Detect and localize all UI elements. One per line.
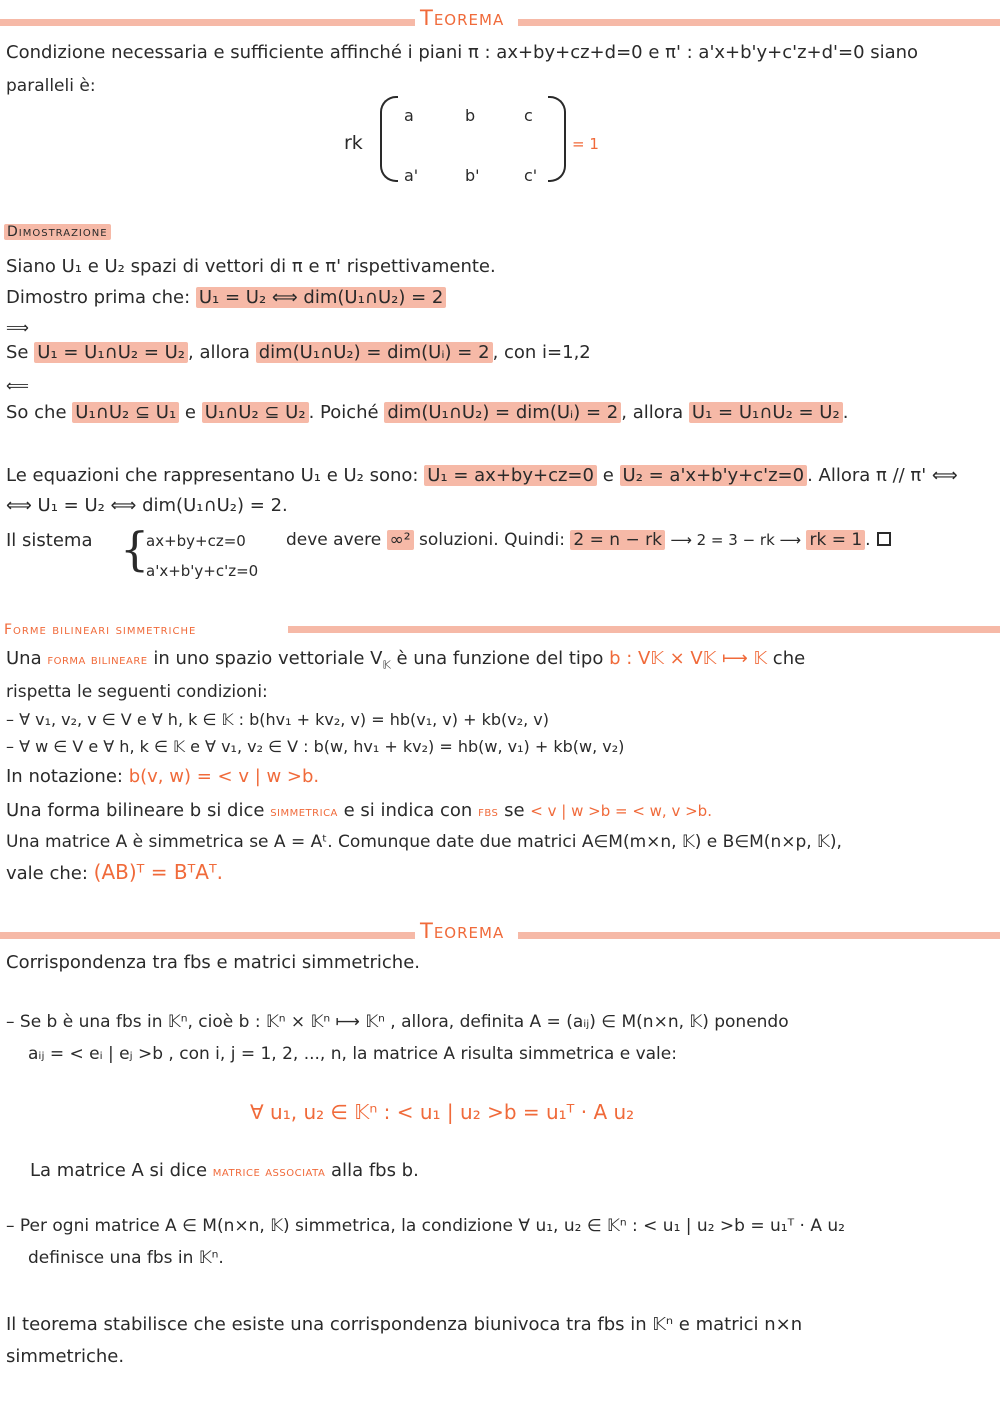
matrix-a-prime: a' — [404, 166, 419, 185]
symmetry-condition: < v | w >b = < w, v >b. — [530, 802, 712, 820]
bullet2-line2: definisce una fbs in 𝕂ⁿ. — [28, 1248, 224, 1268]
proof-line3-pre: Se — [6, 342, 29, 363]
system-brace: { — [120, 522, 150, 576]
forme-line1-post: che — [772, 648, 806, 669]
proof-line7-hl1: ∞² — [387, 530, 414, 550]
forme-line8 — [6, 860, 223, 884]
proof-line5-hl1: U₁ = ax+by+cz=0 — [424, 465, 597, 486]
proof-line3-post: , con i=1,2 — [492, 342, 591, 363]
formula-quantifier: ∀ u₁, u₂ ∈ 𝕂ⁿ — [250, 1100, 378, 1124]
conclusion-line2: simmetriche. — [6, 1346, 125, 1367]
proof-line4-mid2: , allora — [621, 402, 684, 423]
formula-rest: : < u₁ | u₂ >b = u₁ᵀ · A u₂ — [383, 1100, 635, 1124]
forme-line6 — [6, 800, 712, 821]
matrix-c-prime: c' — [524, 166, 538, 185]
proof-line5 — [6, 465, 958, 486]
proof-line1: Siano U₁ e U₂ spazi di vettori di π e π' rispettivamente. — [6, 256, 496, 277]
forme-line1 — [6, 648, 805, 672]
teorema2-heading: Teorema — [420, 919, 505, 943]
bullet2-line1: – Per ogni matrice A ∈ M(n×n, 𝕂) simmetrica, la condizione ∀ u₁, u₂ ∈ 𝕂ⁿ : < u₁ | u₂ >b = u₁ᵀ · A u₂ — [6, 1216, 845, 1236]
theorem-statement-line2: paralleli è: — [6, 76, 96, 96]
bilinear-function: b : V𝕂 × V𝕂 ⟼ 𝕂 — [609, 648, 768, 669]
proof-line7-mid2: soluzioni. Quindi: — [418, 530, 565, 550]
forme-line5 — [6, 766, 319, 787]
proof-claim: U₁ = U₂ ⟺ dim(U₁∩U₂) = 2 — [196, 287, 447, 308]
notation: b(v, w) = < v | w >b. — [128, 766, 320, 787]
dimostrazione-heading — [4, 224, 111, 240]
system-eq2: a'x+b'y+c'z=0 — [146, 562, 259, 580]
theorem-statement-line1: Condizione necessaria e sufficiente affinché i piani π : ax+by+cz+d=0 e π' : a'x+b'y+c'z+d'=0 siano — [6, 42, 919, 63]
conclusion-line1: Il teorema stabilisce che esiste una corrispondenza biunivoca tra fbs in 𝕂ⁿ e matrici n×n — [6, 1314, 803, 1335]
forme-line1-sub: 𝕂 — [382, 658, 391, 672]
proof-line4-hl1: U₁∩U₂ ⊆ U₁ — [72, 402, 179, 423]
proof-line3-mid: , allora — [188, 342, 250, 363]
proof-line7-arrow: ⟶ 2 = 3 − rk ⟶ — [670, 531, 802, 549]
forme-line1-mid: in uno spazio vettoriale V — [153, 648, 383, 669]
heading2-bar-left — [0, 932, 415, 939]
proof-line7-hl2: 2 = n − rk — [570, 530, 665, 550]
bullet1-line2: aᵢⱼ = < eᵢ | eⱼ >b , con i, j = 1, 2, ..., n, la matrice A risulta simmetrica e vale: — [28, 1044, 677, 1064]
bullet1-line3-pre: La matrice A si dice — [30, 1160, 208, 1181]
proof-line4-mid: . Poiché — [308, 402, 379, 423]
arrow-implies: ⟹ — [6, 318, 29, 337]
matrix-left-bracket — [380, 96, 398, 182]
bullet1-line3-post: alla fbs b. — [331, 1160, 419, 1181]
matrix-right-bracket — [548, 96, 566, 182]
forme-line5-pre: In notazione: — [6, 766, 123, 787]
term-simmetrica: simmetrica — [270, 804, 338, 820]
proof-line5-pre: Le equazioni che rappresentano U₁ e U₂ sono: — [6, 465, 419, 486]
condition-2: – ∀ w ∈ V e ∀ h, k ∈ 𝕂 e ∀ v₁, v₂ ∈ V : b(w, hv₁ + kv₂) = hb(w, v₁) + kb(w, v₂) — [6, 737, 625, 756]
proof-line5-post: . Allora π // π' ⟺ — [807, 465, 958, 486]
proof-line4-end: . — [842, 402, 849, 423]
proof-line3-hl1: U₁ = U₁∩U₂ = U₂ — [34, 342, 188, 363]
forme-line6-pre: Una forma bilineare b si dice — [6, 800, 265, 821]
condition-1: – ∀ v₁, v₂, v ∈ V e ∀ h, k ∈ 𝕂 : b(hv₁ + kv₂, v) = hb(v₁, v) + kb(v₂, v) — [6, 710, 550, 729]
proof-line7-pre: Il sistema — [6, 530, 93, 551]
teorema2-line1: Corrispondenza tra fbs e matrici simmetriche. — [6, 952, 420, 973]
bullet1-line3 — [30, 1160, 419, 1181]
forme-line1-mid2: è una funzione del tipo — [396, 648, 604, 669]
heading2-bar-right — [518, 932, 1000, 939]
proof-line7-hl3: rk = 1 — [806, 530, 865, 550]
proof-line3-hl2: dim(U₁∩U₂) = dim(Uᵢ) = 2 — [256, 342, 493, 363]
proof-line7 — [6, 530, 92, 551]
proof-line4 — [6, 402, 848, 423]
associated-matrix-formula — [250, 1100, 634, 1124]
term-matrice-associata: matrice associata — [212, 1164, 326, 1180]
forme-line2: rispetta le seguenti condizioni: — [6, 682, 268, 702]
proof-line6: ⟺ U₁ = U₂ ⟺ dim(U₁∩U₂) = 2. — [6, 495, 288, 516]
matrix-a: a — [404, 106, 414, 125]
proof-line4-hl4: U₁ = U₁∩U₂ = U₂ — [689, 402, 843, 423]
forme-line6-mid: e si indica con — [343, 800, 473, 821]
qed-box-icon — [877, 532, 891, 546]
bullet1-line1: – Se b è una fbs in 𝕂ⁿ, cioè b : 𝕂ⁿ × 𝕂ⁿ ⟼ 𝕂ⁿ , allora, definita A = (aᵢⱼ) ∈ M(n×n, 𝕂) ponendo — [6, 1012, 789, 1032]
heading-bar-right — [518, 19, 1000, 26]
term-forma-bilineare: forma bilineare — [47, 652, 148, 668]
rank-label: rk — [344, 132, 363, 154]
teorema-heading: Teorema — [420, 6, 505, 30]
proof-line7-mid: deve avere — [286, 530, 382, 550]
forme-line6-se: se — [504, 800, 525, 821]
forme-heading: Forme bilineari simmetriche — [4, 622, 197, 638]
proof-line3 — [6, 342, 591, 363]
forme-line7: Una matrice A è simmetrica se A = Aᵗ. Comunque date due matrici A∈M(m×n, 𝕂) e B∈M(n×p, 𝕂), — [6, 832, 842, 852]
forme-heading-bar — [288, 626, 1000, 633]
system-eq1: ax+by+cz=0 — [146, 532, 246, 550]
forme-line1-pre: Una — [6, 648, 42, 669]
proof-line4-hl2: U₁∩U₂ ⊆ U₂ — [202, 402, 309, 423]
proof-line4-pre: So che — [6, 402, 67, 423]
matrix-b-prime: b' — [465, 166, 480, 185]
heading-bar-left — [0, 19, 415, 26]
transpose-identity: (AB)ᵀ = BᵀAᵀ. — [93, 860, 223, 884]
forme-line8-pre: vale che: — [6, 863, 88, 884]
dimostrazione-heading-text: Dimostrazione — [4, 224, 111, 240]
proof-line4-hl3: dim(U₁∩U₂) = dim(Uᵢ) = 2 — [384, 402, 621, 423]
proof-line5-hl2: U₂ = a'x+b'y+c'z=0 — [620, 465, 808, 486]
proof-line2-pre: Dimostro prima che: — [6, 287, 191, 308]
proof-line4-e: e — [184, 402, 196, 423]
arrow-implied-by: ⟸ — [6, 376, 29, 395]
proof-line7-rest: deve avere ∞² soluzioni. Quindi: 2 = n − rk ⟶ 2 = 3 − rk ⟶ rk = 1 . — [286, 530, 891, 550]
matrix-b: b — [465, 106, 476, 125]
matrix-c: c — [524, 106, 533, 125]
term-fbs: fbs — [478, 804, 499, 820]
proof-line5-e: e — [602, 465, 614, 486]
rank-value: = 1 — [572, 135, 599, 153]
proof-line2 — [6, 287, 446, 308]
